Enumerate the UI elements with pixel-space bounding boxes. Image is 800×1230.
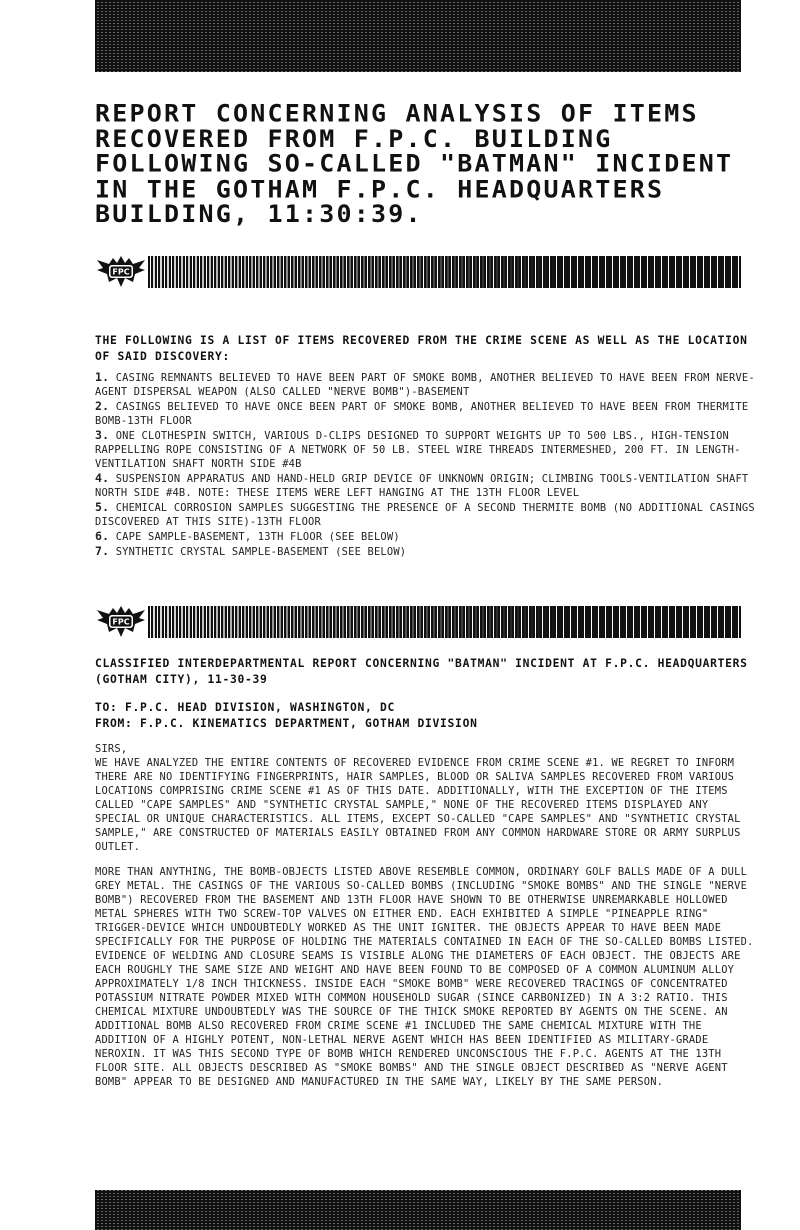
item-number: 3. — [95, 428, 110, 442]
list-item — [95, 529, 755, 544]
list-item — [95, 399, 755, 428]
item-text: CASINGS BELIEVED TO HAVE ONCE BEEN PART OF SMOKE BOMB, ANOTHER BELIEVED TO HAVE BEEN FROM THERMITE BOMB-13TH FLOOR — [95, 401, 749, 427]
report-paragraph: WE HAVE ANALYZED THE ENTIRE CONTENTS OF RECOVERED EVIDENCE FROM CRIME SCENE #1. WE REGRET TO INFORM THERE ARE NO IDENTIFYING FINGERPRINTS, HAIR SAMPLES, BLOOD OR SALIVA SAMPLES RECOVERED FROM VARIOUS LOCATIONS COMPRISING CRIME SCENE #1 AS OF THIS DATE. ADDITIONALLY, WITH THE EXCEPTION OF THE ITEMS CALLED "CAPE SAMPLES" AND "SYNTHETIC CRYSTAL SAMPLE," NONE OF THE RECOVERED ITEMS DISPLAYED ANY SPECIAL OR UNIQUE CHARACTERISTICS. ALL ITEMS, EXCEPT SO-CALLED "CAPE SAMPLES" AND "SYNTHETIC CRYSTAL SAMPLE," ARE CONSTRUCTED OF MATERIALS EASILY OBTAINED FROM ANY COMMON HARDWARE STORE OR ARMY SURPLUS OUTLET. — [95, 757, 741, 853]
item-number: 5. — [95, 500, 110, 514]
item-text: ONE CLOTHESPIN SWITCH, VARIOUS D-CLIPS DESIGNED TO SUPPORT WEIGHTS UP TO 500 LBS., HIGH-TENSION RAPPELLING ROPE CONSISTING OF A NETWORK OF 50 LB. STEEL WIRE THREADS INTERMESHED, 200 FT. IN LENGTH-VENTILATION SHAFT NORTH SIDE #4B — [95, 430, 741, 470]
report-salutation: SIRS, — [95, 743, 128, 755]
document-title: REPORT CONCERNING ANALYSIS OF ITEMS RECOVERED FROM F.P.C. BUILDING FOLLOWING SO-CALLED "BATMAN" INCIDENT IN THE GOTHAM F.P.C. HEADQUARTERS BUILDING, 11:30:39. — [95, 99, 734, 228]
report-paragraph: MORE THAN ANYTHING, THE BOMB-OBJECTS LISTED ABOVE RESEMBLE COMMON, ORDINARY GOLF BALLS MADE OF A DULL GREY METAL. THE CASINGS OF THE VARIOUS SO-CALLED BOMBS (INCLUDING "SMOKE BOMBS" AND THE SINGLE "NERVE BOMB") RECOVERED FROM THE BASEMENT AND 13TH FLOOR HAVE SHOWN TO BE OTHERWISE UNREMARKABLE HOLLOWED METAL SPHERES WITH TWO SCREW-TOP VALVES ON EITHER END. EACH EXHIBITED A SIMPLE "PINEAPPLE RING" TRIGGER-DEVICE WHICH UNDOUBTEDLY WORKED AS THE UNIT IGNITER. THE OBJECTS APPEAR TO HAVE BEEN MADE SPECIFICALLY FOR THE PURPOSE OF HOLDING THE MATERIALS CONTAINED IN EACH OF THE SO-CALLED BOMBS LISTED. EVIDENCE OF WELDING AND CLOSURE SEAMS IS VISIBLE ALONG THE DIAMETERS OF EACH OBJECT. THE OBJECTS ARE EACH ROUGHLY THE SAME SIZE AND WEIGHT AND HAVE BEEN FOUND TO BE COMPOSED OF A COMMON ALUMINUM ALLOY APPROXIMATELY 1/8 INCH THICKNESS. INSIDE EACH "SMOKE BOMB" WERE RECOVERED TRACINGS OF CONCENTRATED POTASSIUM NITRATE POWDER MIXED WITH COMMON HOUSEHOLD SUGAR (SINCE CARBONIZED) IN A 3:2 RATIO. THIS CHEMICAL MIXTURE UNDOUBTEDLY WAS THE SOURCE OF THE THICK SMOKE REPORTED BY AGENTS ON THE SCENE. AN ADDITIONAL BOMB ALSO RECOVERED FROM CRIME SCENE #1 INCLUDED THE SAME CHEMICAL MIXTURE WITH THE ADDITION OF A HIGHLY POTENT, NON-LETHAL NERVE AGENT WHICH HAS BEEN IDENTIFIED AS MILITARY-GRADE NEROXIN. IT WAS THIS SECOND TYPE OF BOMB WHICH RENDERED UNCONSCIOUS THE F.P.C. AGENTS AT THE 13TH FLOOR SITE. ALL OBJECTS DESCRIBED AS "SMOKE BOMBS" AND THE SINGLE OBJECT DESCRIBED AS "NERVE AGENT BOMB" APPEAR TO BE DESIGNED AND MANUFACTURED IN THE SAME WAY, LIKELY BY THE SAME PERSON. — [95, 866, 754, 1088]
evidence-list-section — [95, 333, 755, 559]
fpc-eagle-logo — [95, 254, 147, 288]
item-text: CAPE SAMPLE-BASEMENT, 13TH FLOOR (SEE BELOW) — [115, 531, 400, 543]
item-number: 4. — [95, 471, 110, 485]
list-item — [95, 471, 755, 500]
classified-report-section — [95, 656, 755, 1089]
list-item — [95, 428, 755, 471]
list-item — [95, 370, 755, 399]
bottom-barcode-bar — [95, 1190, 741, 1230]
item-number: 6. — [95, 529, 110, 543]
report-heading: CLASSIFIED INTERDEPARTMENTAL REPORT CONCERNING "BATMAN" INCIDENT AT F.P.C. HEADQUARTERS (GOTHAM CITY), 11-30-39 — [95, 657, 748, 686]
report-from-line: FROM: F.P.C. KINEMATICS DEPARTMENT, GOTHAM DIVISION — [95, 717, 478, 730]
item-number: 2. — [95, 399, 110, 413]
fpc-banner — [95, 604, 741, 638]
item-text: SYNTHETIC CRYSTAL SAMPLE-BASEMENT (SEE BELOW) — [115, 546, 407, 558]
item-text: CASING REMNANTS BELIEVED TO HAVE BEEN PART OF SMOKE BOMB, ANOTHER BELIEVED TO HAVE BEEN FROM NERVE-AGENT DISPERSAL WEAPON (ALSO CALLED "NERVE BOMB")-BASEMENT — [95, 372, 755, 398]
barcode-strip — [148, 256, 741, 288]
evidence-items — [95, 370, 755, 559]
list-item — [95, 500, 755, 529]
item-number: 1. — [95, 370, 110, 384]
evidence-list-heading: THE FOLLOWING IS A LIST OF ITEMS RECOVERED FROM THE CRIME SCENE AS WELL AS THE LOCATION OF SAID DISCOVERY: — [95, 334, 748, 363]
item-text: CHEMICAL CORROSION SAMPLES SUGGESTING THE PRESENCE OF A SECOND THERMITE BOMB (NO ADDITIONAL CASINGS DISCOVERED AT THIS SITE)-13TH FLOOR — [95, 502, 755, 528]
item-number: 7. — [95, 544, 110, 558]
barcode-strip — [148, 606, 741, 638]
report-to-line: TO: F.P.C. HEAD DIVISION, WASHINGTON, DC — [95, 701, 396, 714]
fpc-eagle-logo — [95, 604, 147, 638]
svg-text:FPC: FPC — [112, 617, 130, 627]
svg-text:FPC: FPC — [112, 267, 130, 277]
list-item — [95, 544, 755, 559]
fpc-banner — [95, 254, 741, 288]
item-text: SUSPENSION APPARATUS AND HAND-HELD GRIP DEVICE OF UNKNOWN ORIGIN; CLIMBING TOOLS-VENTILATION SHAFT NORTH SIDE #4B. NOTE: THESE ITEMS WERE LEFT HANGING AT THE 13TH FLOOR LEVEL — [95, 473, 749, 499]
top-barcode-bar — [95, 0, 741, 72]
